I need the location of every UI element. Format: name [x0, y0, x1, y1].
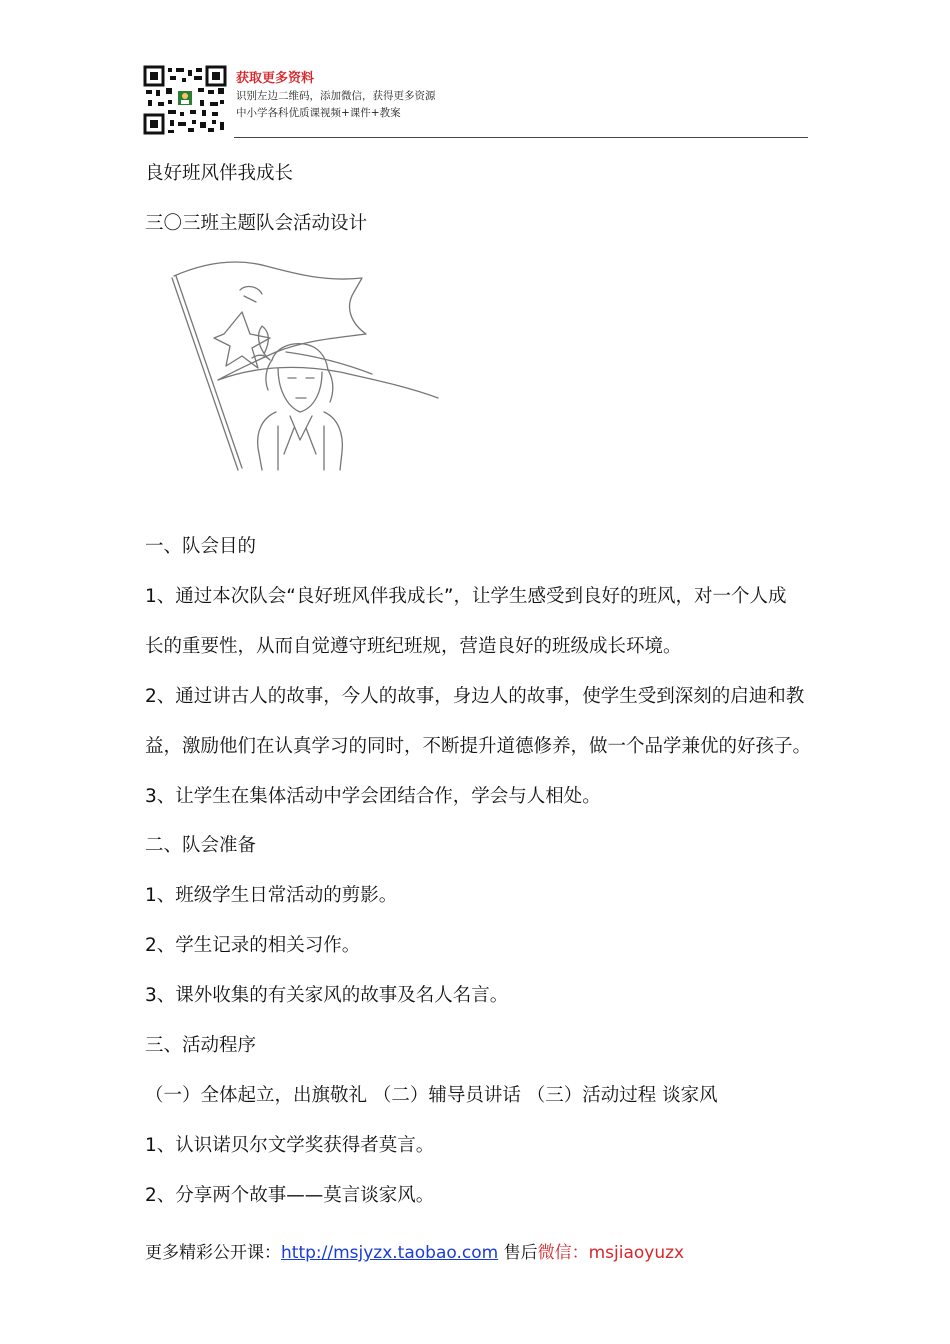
qr-code-icon[interactable] [142, 64, 228, 136]
purpose-item-1-line-1: 1、通过本次队会“良好班风伴我成长”，让学生感受到良好的班风，对一个人成 [145, 586, 787, 607]
footer-wechat-id: msjiaoyuzx [588, 1243, 685, 1263]
purpose-item-2-line-1: 2、通过讲古人的故事，今人的故事，身边人的故事，使学生受到深刻的启迪和教 [145, 686, 805, 707]
preparation-item-2: 2、学生记录的相关习作。 [145, 935, 361, 956]
footer-after-sales: 售后 [498, 1243, 538, 1263]
document-title: 良好班风伴我成长 [145, 163, 294, 184]
banner-line-1: 识别左边二维码，添加微信，获得更多资源 [236, 90, 436, 102]
purpose-item-1-line-2: 长的重要性，从而自觉遵守班纪班规，营造良好的班级成长环境。 [145, 636, 682, 657]
promo-footer [145, 1241, 684, 1265]
footer-shop-link[interactable]: http://msjyzx.taobao.com [281, 1243, 499, 1263]
section-heading-preparation: 二、队会准备 [145, 835, 257, 856]
preparation-item-3: 3、课外收集的有关家风的故事及名人名言。 [145, 985, 509, 1006]
procedure-item-2: 2、分享两个故事——莫言谈家风。 [145, 1185, 435, 1206]
flag-salute-illustration [166, 256, 442, 474]
procedure-steps: （一）全体起立，出旗敬礼 （二）辅导员讲话 （三）活动过程 谈家风 [145, 1085, 718, 1106]
footer-prefix: 更多精彩公开课： [145, 1243, 281, 1263]
banner-line-2: 中小学各科优质课视频+课件+教案 [236, 107, 401, 119]
purpose-item-2-line-2: 益，激励他们在认真学习的同时，不断提升道德修养，做一个品学兼优的好孩子。 [145, 736, 812, 757]
purpose-item-3: 3、让学生在集体活动中学会团结合作，学会与人相处。 [145, 786, 601, 807]
promo-header [140, 62, 808, 138]
section-heading-purpose: 一、队会目的 [145, 536, 257, 557]
promo-banner [236, 70, 436, 122]
document-subtitle: 三〇三班主题队会活动设计 [145, 213, 368, 234]
section-heading-procedure: 三、活动程序 [145, 1035, 257, 1056]
header-divider [234, 137, 808, 138]
procedure-item-1: 1、认识诺贝尔文学奖获得者莫言。 [145, 1135, 435, 1156]
banner-title: 获取更多资料 [236, 71, 315, 86]
footer-wechat-label: 微信： [537, 1243, 589, 1263]
preparation-item-1: 1、班级学生日常活动的剪影。 [145, 885, 398, 906]
